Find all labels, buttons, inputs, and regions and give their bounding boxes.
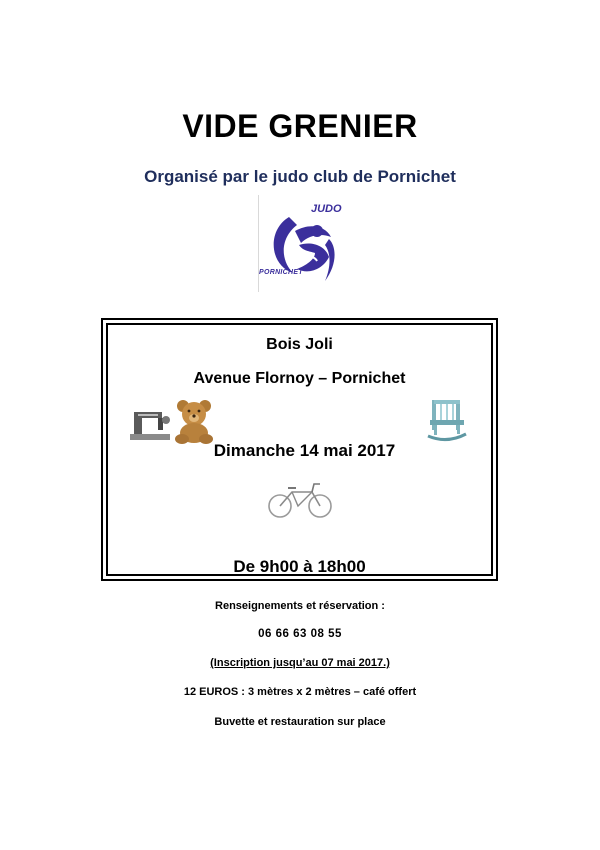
event-address: Avenue Flornoy – Pornichet bbox=[193, 370, 406, 387]
sewing-machine-icon bbox=[128, 404, 172, 447]
teddy-bear-icon bbox=[173, 398, 217, 449]
event-hours: De 9h00 à 18h00 bbox=[233, 557, 366, 576]
price-info: 12 EUROS : 3 mètres x 2 mètres – café offert bbox=[183, 686, 417, 698]
bicycle-icon bbox=[266, 478, 334, 525]
logo-judo-text: JUDO bbox=[311, 203, 342, 215]
poster-subtitle: Organisé par le judo club de Pornichet bbox=[144, 167, 456, 186]
event-details-frame bbox=[101, 318, 498, 581]
event-place: Bois Joli bbox=[266, 336, 333, 353]
rocking-chair-icon bbox=[426, 396, 468, 447]
phone-number: 06 66 63 08 55 bbox=[258, 628, 342, 640]
judo-club-logo bbox=[258, 195, 359, 292]
event-date: Dimanche 14 mai 2017 bbox=[213, 441, 396, 460]
food-info: Buvette et restauration sur place bbox=[214, 716, 386, 728]
event-details-inner-frame bbox=[106, 323, 493, 576]
contact-label: Renseignements et réservation : bbox=[215, 600, 385, 612]
registration-deadline: (Inscription jusqu’au 07 mai 2017.) bbox=[210, 657, 390, 669]
logo-pornichet-text: PORNICHET bbox=[259, 269, 303, 276]
poster-title: VIDE GRENIER bbox=[182, 108, 418, 144]
